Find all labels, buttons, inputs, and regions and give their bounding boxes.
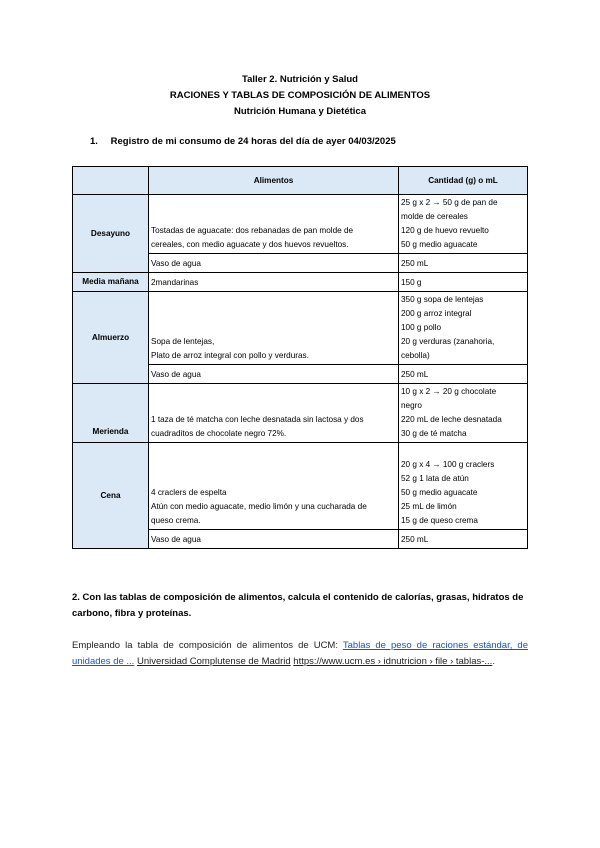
quantity-cell <box>399 292 528 365</box>
food-cell <box>149 384 399 443</box>
table-row <box>73 195 528 254</box>
quantity-line: 350 g sopa de lentejas <box>401 295 484 304</box>
header-empty-cell <box>73 167 149 195</box>
table-row <box>73 273 528 292</box>
food-cell: 2mandarinas <box>149 273 399 292</box>
food-line: 1 taza de té matcha con leche desnatada sin lactosa y dos <box>151 415 364 424</box>
quantity-cell: 250 mL <box>399 365 528 384</box>
quantity-line: 52 g 1 lata de atún <box>401 474 469 483</box>
food-line: 4 craclers de espelta <box>151 488 227 497</box>
reference-paragraph <box>72 638 528 670</box>
food-line: Sopa de lentejas, <box>151 337 215 346</box>
workshop-title: Taller 2. Nutrición y Salud <box>242 74 358 85</box>
quantity-line: 25 mL de limón <box>401 502 457 511</box>
table-row <box>73 292 528 365</box>
food-line: queso crema. <box>151 516 201 525</box>
quantity-line: 15 g de queso crema <box>401 516 478 525</box>
quantity-cell <box>399 195 528 254</box>
quantity-line: 220 mL de leche desnatada <box>401 415 502 424</box>
quantity-line: 120 g de huevo revuelto <box>401 226 489 235</box>
section-2-heading: 2. Con las tablas de composición de alimentos, calcula el contenido de calorías, grasas, hidratos de carbono, fibra y proteínas. <box>72 592 524 619</box>
section-number: 1. <box>90 136 98 147</box>
quantity-line: 30 g de té matcha <box>401 429 467 438</box>
quantity-line: negro <box>401 401 422 410</box>
course-name: Nutrición Humana y Dietética <box>234 106 366 117</box>
food-cell: Vaso de agua <box>149 530 399 549</box>
quantity-line: cebolla) <box>401 351 430 360</box>
table-row <box>73 384 528 443</box>
food-log-table <box>72 166 528 549</box>
source-name: Universidad Complutense de Madrid <box>136 656 291 667</box>
quantity-line: 200 g arroz integral <box>401 309 472 318</box>
meal-label: Cena <box>73 443 149 549</box>
quantity-line: 50 g medio aguacate <box>401 240 478 249</box>
quantity-cell <box>399 443 528 530</box>
table-row <box>73 443 528 530</box>
quantity-cell: 250 mL <box>399 530 528 549</box>
food-cell <box>149 292 399 365</box>
quantity-cell <box>399 384 528 443</box>
ucm-table-link[interactable]: Tablas de peso de raciones estándar, de unidades de ... <box>72 640 528 667</box>
meal-label: Merienda <box>73 384 149 443</box>
food-line: Atún con medio aguacate, medio limón y una cucharada de <box>151 502 367 511</box>
document-title: RACIONES Y TABLAS DE COMPOSICIÓN DE ALIMENTOS <box>169 90 431 101</box>
quantity-line: 100 g pollo <box>401 323 442 332</box>
meal-label: Desayuno <box>73 195 149 273</box>
food-line: cereales, con medio aguacate y dos huevos revueltos. <box>151 240 349 249</box>
table-header-row <box>73 167 528 195</box>
quantity-line: 20 g verduras (zanahoria, <box>401 337 495 346</box>
quantity-line: 50 g medio aguacate <box>401 488 478 497</box>
document-header <box>0 72 600 120</box>
quantity-line: 10 g x 2 → 20 g chocolate <box>401 387 497 396</box>
paragraph-intro: Empleando la tabla de composición de alimentos de UCM: <box>72 640 343 651</box>
quantity-line: molde de cereales <box>401 212 468 221</box>
food-cell: Vaso de agua <box>149 365 399 384</box>
header-foods: Alimentos <box>149 167 399 195</box>
header-quantity: Cantidad (g) o mL <box>399 167 528 195</box>
paragraph-end: . <box>492 656 495 667</box>
food-cell: Vaso de agua <box>149 254 399 273</box>
food-line: Tostadas de aguacate: dos rebanadas de pan molde de <box>151 226 354 235</box>
section-title: Registro de mi consumo de 24 horas del día de ayer 04/03/2025 <box>110 136 396 147</box>
source-url[interactable]: https://www.ucm.es › idnutricion › file › tablas-... <box>293 656 493 667</box>
section-1-heading <box>90 136 396 147</box>
meal-label: Almuerzo <box>73 292 149 384</box>
quantity-cell: 250 mL <box>399 254 528 273</box>
food-cell <box>149 195 399 254</box>
food-line: Plato de arroz integral con pollo y verduras. <box>151 351 309 360</box>
quantity-line: 25 g x 2 → 50 g de pan de <box>401 198 498 207</box>
quantity-line: 20 g x 4 → 100 g craclers <box>401 460 495 469</box>
food-line: cuadraditos de chocolate negro 72%. <box>151 429 287 438</box>
meal-label: Media mañana <box>73 273 149 292</box>
food-cell <box>149 443 399 530</box>
quantity-cell: 150 g <box>399 273 528 292</box>
